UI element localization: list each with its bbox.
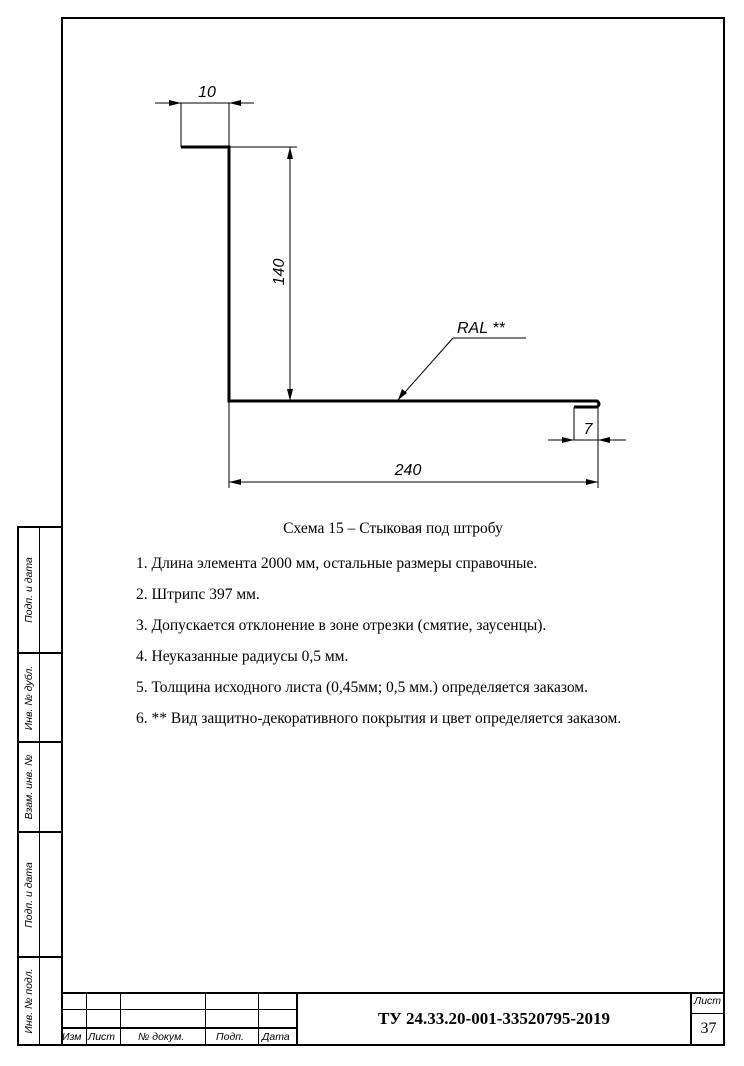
side-cell-instead-inv <box>17 741 61 833</box>
note-item: 4. Неуказанные радиусы 0,5 мм. <box>136 648 349 665</box>
note-item: 3. Допускается отклонение в зоне отрезки (смятие, заусенцы). <box>136 617 547 634</box>
dim-hem-label: 7 <box>583 421 593 438</box>
col-sheet-label: Лист <box>88 1031 116 1043</box>
note-item: 5. Толщина исходного листа (0,45мм; 0,5 мм.) определяется заказом. <box>136 679 588 696</box>
dim-length-label: 240 <box>394 462 422 479</box>
side-label: Подп. и дата <box>23 557 35 623</box>
note-item: 6. ** Вид защитно-декоративного покрытия и цвет определяется заказом. <box>136 710 622 727</box>
document-code: ТУ 24.33.20-001-33520795-2019 <box>377 1009 611 1028</box>
side-label: Взам. инв. № <box>23 754 35 820</box>
side-cell-orig-inv <box>17 956 61 1046</box>
side-cell-dup-inv <box>17 652 61 743</box>
note-item: 2. Штрипс 397 мм. <box>136 586 260 603</box>
side-cell-sign-date-2 <box>17 831 61 958</box>
side-label: Инв. № дубл. <box>23 665 35 730</box>
col-change-label: Изм <box>62 1031 82 1043</box>
col-date-label: Дата <box>262 1031 290 1043</box>
note-item: 1. Длина элемента 2000 мм, остальные размеры справочные. <box>136 555 538 572</box>
col-sign-label: Подп. <box>216 1031 244 1043</box>
col-doc-label: № докум. <box>138 1031 185 1043</box>
notes-list <box>136 548 621 734</box>
dim-height-label: 140 <box>271 258 288 286</box>
side-label: Подп. и дата <box>23 861 35 928</box>
side-label: Инв. № подл. <box>23 968 35 1034</box>
callout-leader <box>398 338 453 400</box>
figure-caption: Схема 15 – Стыковая под штробу <box>283 520 503 537</box>
coating-callout: RAL ** <box>457 320 505 337</box>
sheet-label: Лист <box>694 995 722 1007</box>
sheet-number: 37 <box>700 1020 717 1037</box>
side-cell-sign-date-1 <box>17 526 61 654</box>
dim-flange-label: 10 <box>198 84 216 101</box>
profile-outline <box>181 147 599 407</box>
